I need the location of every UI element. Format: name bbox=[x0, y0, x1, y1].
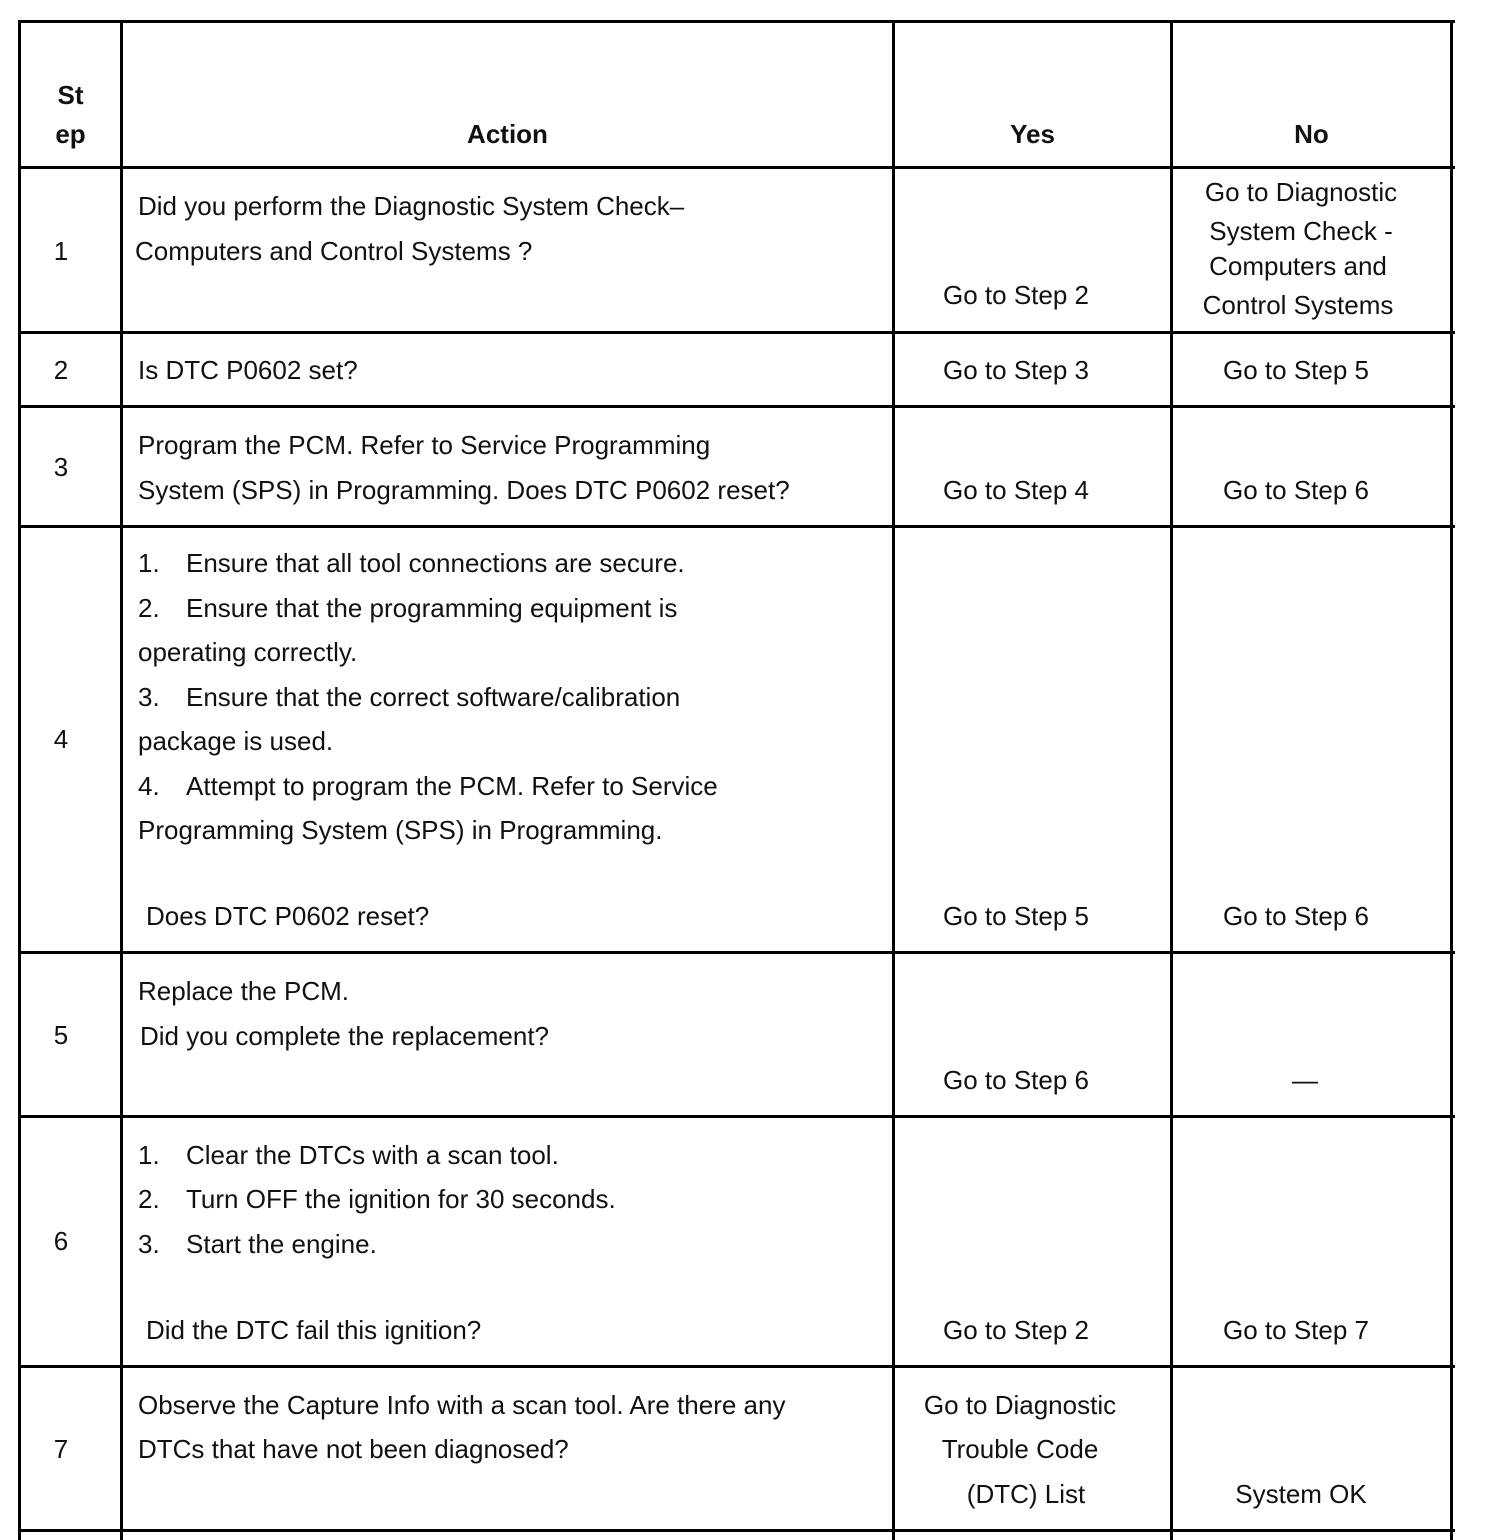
row-divider bbox=[18, 166, 1455, 169]
diagnostic-table bbox=[18, 20, 1455, 1540]
list-number: 4. bbox=[138, 771, 160, 801]
action-question: Does DTC P0602 reset? bbox=[146, 901, 430, 931]
step-number: 6 bbox=[53, 1226, 69, 1256]
column-divider bbox=[120, 20, 123, 1540]
list-text: Ensure that the programming equipment is bbox=[186, 593, 678, 623]
list-number: 2. bbox=[138, 1184, 160, 1214]
list-text: Start the engine. bbox=[186, 1229, 377, 1259]
step-number: 2 bbox=[53, 355, 69, 385]
yes-result: (DTC) List bbox=[966, 1479, 1086, 1509]
action-list-item bbox=[138, 675, 680, 719]
no-result: Go to Step 6 bbox=[1223, 475, 1369, 505]
yes-result: Go to Step 4 bbox=[943, 475, 1089, 505]
list-number: 1. bbox=[138, 548, 160, 578]
header-action: Action bbox=[467, 119, 548, 149]
no-result: Go to Step 6 bbox=[1223, 901, 1369, 931]
row-divider bbox=[18, 331, 1455, 334]
row-divider bbox=[18, 1115, 1455, 1118]
action-list-continuation: Programming System (SPS) in Programming. bbox=[138, 815, 663, 845]
yes-result: Trouble Code bbox=[941, 1434, 1099, 1464]
no-result: Go to Step 7 bbox=[1223, 1315, 1369, 1345]
row-divider bbox=[18, 405, 1455, 408]
list-text: Turn OFF the ignition for 30 seconds. bbox=[186, 1184, 616, 1214]
no-result: Go to Step 5 bbox=[1223, 355, 1369, 385]
no-result: — bbox=[1292, 1065, 1318, 1095]
yes-result: Go to Step 6 bbox=[943, 1065, 1089, 1095]
yes-result: Go to Step 3 bbox=[943, 355, 1089, 385]
action-text: Program the PCM. Refer to Service Programming bbox=[138, 430, 711, 460]
action-text: Computers and Control Systems ? bbox=[135, 236, 533, 266]
action-text: DTCs that have not been diagnosed? bbox=[138, 1434, 569, 1464]
list-text: Attempt to program the PCM. Refer to Service bbox=[186, 771, 718, 801]
action-list-continuation: package is used. bbox=[138, 726, 334, 756]
row-divider bbox=[18, 951, 1455, 954]
table-border-right bbox=[1450, 20, 1453, 1540]
list-text: Ensure that all tool connections are secure. bbox=[186, 548, 685, 578]
step-number: 1 bbox=[53, 236, 69, 266]
no-result: System OK bbox=[1235, 1479, 1367, 1509]
list-number: 3. bbox=[138, 682, 160, 712]
row-divider bbox=[18, 525, 1455, 528]
list-text: Ensure that the correct software/calibration bbox=[186, 682, 681, 712]
header-no: No bbox=[1294, 119, 1329, 149]
row-divider bbox=[18, 1365, 1455, 1368]
yes-result: Go to Diagnostic bbox=[923, 1390, 1117, 1420]
step-number: 4 bbox=[53, 724, 69, 754]
action-text: Is DTC P0602 set? bbox=[138, 355, 358, 385]
action-text: Did you complete the replacement? bbox=[140, 1021, 550, 1051]
list-number: 2. bbox=[138, 593, 160, 623]
no-result: Control Systems bbox=[1202, 290, 1394, 320]
action-question: Did the DTC fail this ignition? bbox=[146, 1315, 482, 1345]
yes-result: Go to Step 5 bbox=[943, 901, 1089, 931]
action-list-item bbox=[138, 1222, 377, 1266]
list-number: 3. bbox=[138, 1229, 160, 1259]
no-result: Computers and bbox=[1209, 251, 1387, 281]
yes-result: Go to Step 2 bbox=[943, 1315, 1089, 1345]
action-text: System (SPS) in Programming. Does DTC P0602 reset? bbox=[138, 475, 790, 505]
list-number: 1. bbox=[138, 1140, 160, 1170]
header-step-line2: ep bbox=[55, 119, 86, 149]
step-number: 7 bbox=[53, 1434, 69, 1464]
action-text: Observe the Capture Info with a scan tool. Are there any bbox=[138, 1390, 786, 1420]
action-list-continuation: operating correctly. bbox=[138, 637, 358, 667]
row-divider bbox=[18, 1529, 1455, 1532]
yes-result: Go to Step 2 bbox=[943, 280, 1089, 310]
action-list-item bbox=[138, 1177, 616, 1221]
header-yes: Yes bbox=[1010, 119, 1055, 149]
action-list-item bbox=[138, 1133, 559, 1177]
no-result: System Check - bbox=[1209, 216, 1393, 246]
list-text: Clear the DTCs with a scan tool. bbox=[186, 1140, 559, 1170]
action-text: Replace the PCM. bbox=[138, 976, 349, 1006]
action-list-item bbox=[138, 586, 677, 630]
step-number: 3 bbox=[53, 452, 69, 482]
action-list-item bbox=[138, 541, 685, 585]
action-text: Did you perform the Diagnostic System Check– bbox=[138, 191, 685, 221]
table-border-top bbox=[18, 20, 1455, 23]
action-list-item bbox=[138, 764, 718, 808]
no-result: Go to Diagnostic bbox=[1204, 177, 1398, 207]
step-number: 5 bbox=[53, 1020, 69, 1050]
header-step-line1: St bbox=[57, 80, 84, 110]
